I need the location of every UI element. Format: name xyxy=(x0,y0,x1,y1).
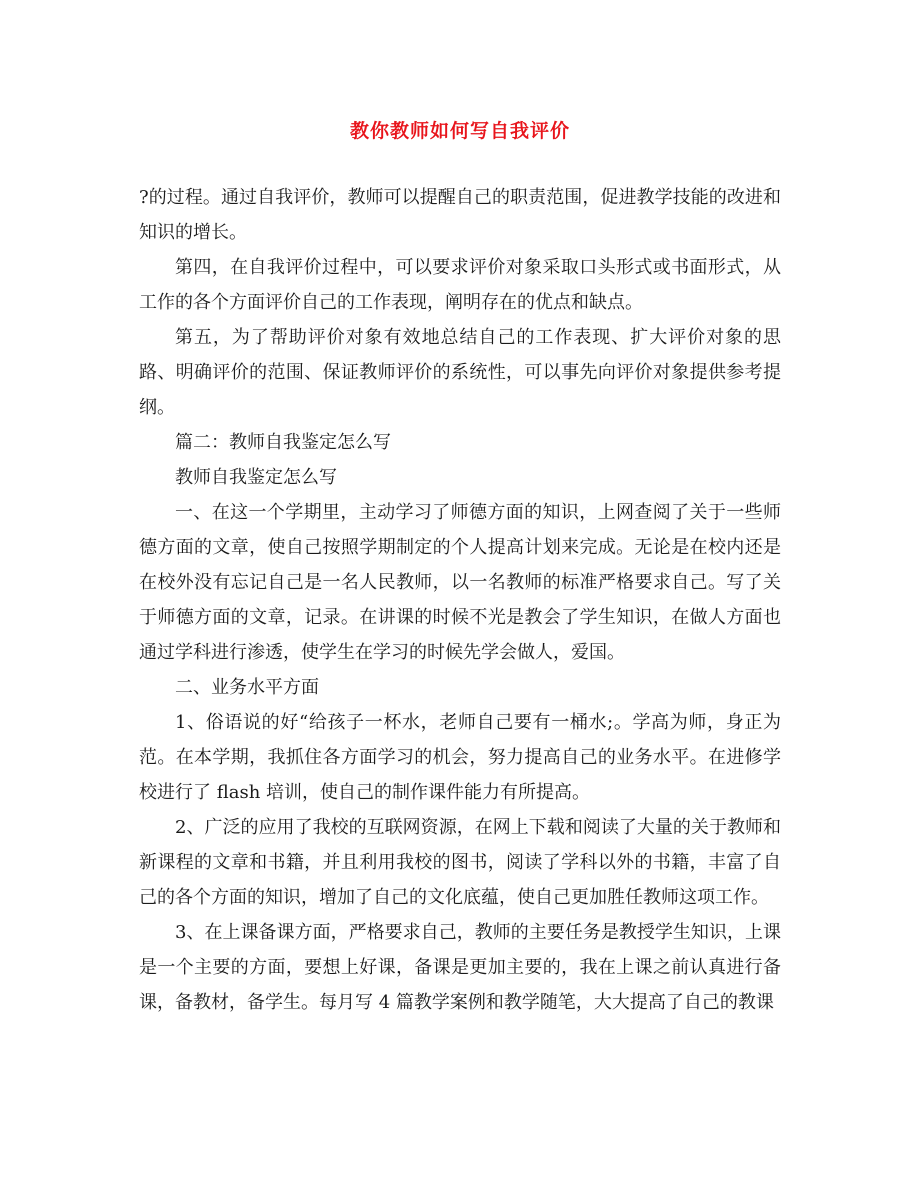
document-body xyxy=(139,180,781,1020)
section-heading-skills: 二、业务水平方面 xyxy=(175,677,319,698)
paragraph-ethics: 一、在这一个学期里，主动学习了师德方面的知识，上网查阅了关于一些师德方面的文章，使自己按照学期制定的个人提高计划来完成。无论是在校内还是在校外没有忘记自己是一名人民教师，以一名教师的标准严格要求自己。写了关于师德方面的文章，记录。在讲课的时候不光是教会了学生知识，在做人方面也通过学科进行渗透，使学生在学习的时候先学会做人，爱国。 xyxy=(139,502,781,663)
subheading: 教师自我鉴定怎么写 xyxy=(175,467,337,488)
paragraph-item-1: 1、俗语说的好“给孩子一杯水，老师自己要有一桶水;。学高为师，身正为范。在本学期，我抓住各方面学习的机会，努力提高自己的业务水平。在进修学校进行了 flash 培训，使自己的制作课件能力有所提高。 xyxy=(139,712,781,803)
section-heading-part-two: 篇二：教师自我鉴定怎么写 xyxy=(175,432,391,453)
document-title: 教你教师如何写自我评价 xyxy=(349,120,570,142)
paragraph-item-3: 3、在上课备课方面，严格要求自己，教师的主要任务是教授学生知识，上课是一个主要的方面，要想上好课，备课是更加主要的，我在上课之前认真进行备课，备教材，备学生。每月写 4 篇教学案例和教学随笔，大大提高了自己的教课 xyxy=(139,922,781,1013)
paragraph-fifth: 第五，为了帮助评价对象有效地总结自己的工作表现、扩大评价对象的思路、明确评价的范围、保证教师评价的系统性，可以事先向评价对象提供参考提纲。 xyxy=(139,327,781,418)
paragraph-fourth: 第四，在自我评价过程中，可以要求评价对象采取口头形式或书面形式，从工作的各个方面评价自己的工作表现，阐明存在的优点和缺点。 xyxy=(139,257,781,313)
paragraph-item-2: 2、广泛的应用了我校的互联网资源，在网上下载和阅读了大量的关于教师和新课程的文章和书籍，并且利用我校的图书，阅读了学科以外的书籍，丰富了自己的各个方面的知识，增加了自己的文化底蕴，使自己更加胜任教师这项工作。 xyxy=(139,817,781,908)
paragraph-intro: ?的过程。通过自我评价，教师可以提醒自己的职责范围，促进教学技能的改进和知识的增长。 xyxy=(139,187,781,243)
